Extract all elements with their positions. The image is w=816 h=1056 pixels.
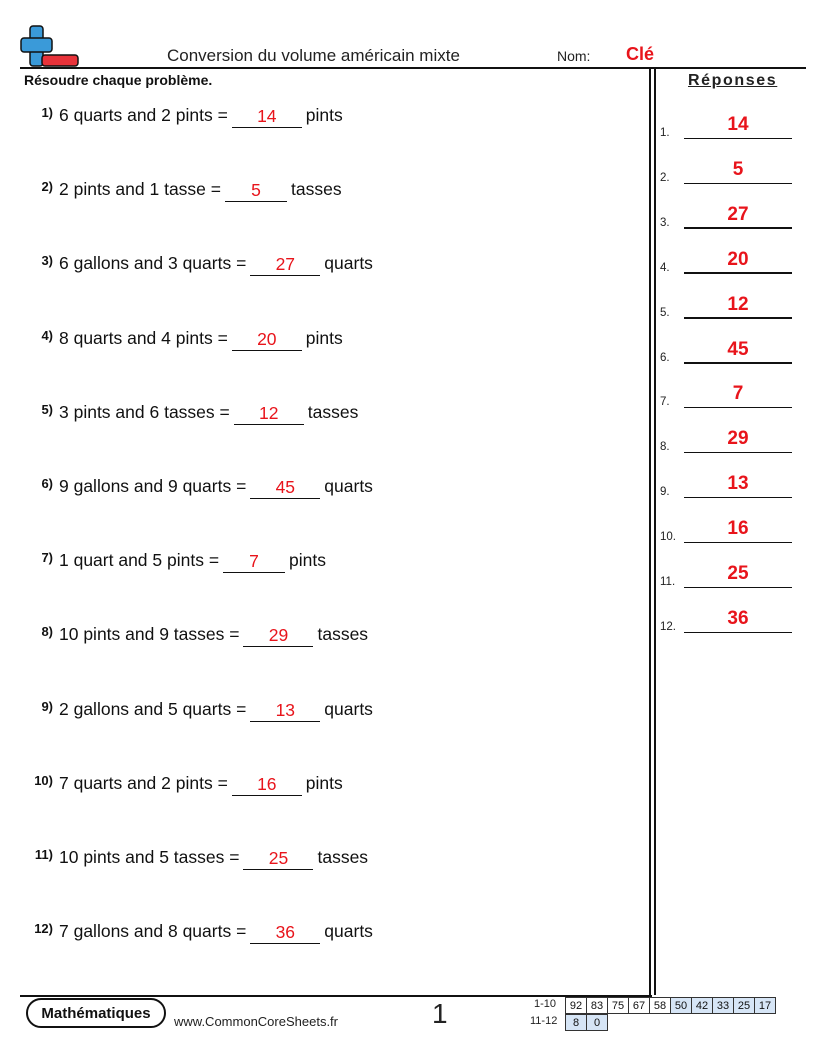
answer-key-item	[660, 111, 792, 139]
footer-divider	[20, 995, 652, 997]
answer-key-value: 5	[732, 158, 744, 180]
answer-key-line	[684, 452, 792, 453]
problem-number: 11)	[34, 847, 53, 862]
problem-unit: quarts	[324, 698, 373, 719]
answer-blank[interactable]: 27	[250, 252, 320, 276]
answer-key-number: 11.	[660, 576, 676, 588]
answer-blank[interactable]: 5	[225, 178, 287, 202]
score-cell: 8	[566, 1015, 587, 1031]
answer-key-line	[684, 587, 792, 588]
answer-blank[interactable]: 29	[243, 623, 313, 647]
answer-key-item	[660, 515, 792, 543]
score-cell: 83	[587, 998, 608, 1014]
problem-item	[24, 323, 343, 349]
score-cell: 25	[734, 998, 755, 1014]
answer-blank[interactable]: 20	[232, 327, 302, 351]
problem-question: 9 gallons and 9 quarts =	[59, 476, 247, 496]
answer-key-item	[660, 246, 792, 274]
problem-number: 5)	[41, 401, 53, 417]
problem-question: 2 pints and 1 tasse =	[59, 179, 221, 200]
problem-unit: pints	[289, 550, 327, 571]
answer-key-item	[660, 291, 792, 319]
answer-key-item	[660, 470, 792, 498]
answer-blank[interactable]: 7	[223, 549, 285, 573]
problem-number: 3)	[41, 253, 53, 269]
worksheet-title: Conversion du volume américain mixte	[167, 46, 460, 65]
answer-key-number: 7.	[660, 396, 670, 409]
answer-key-number: 1.	[660, 127, 670, 139]
score-cell: 58	[650, 998, 671, 1014]
score-cell: 17	[755, 998, 776, 1014]
score-row	[565, 997, 776, 1014]
answer-blank[interactable]: 13	[250, 698, 320, 722]
answer-key-value: 7	[732, 383, 744, 405]
answer-key-number: 3.	[660, 216, 670, 229]
answer-key-number: 10.	[660, 531, 676, 544]
score-cell: 75	[608, 998, 629, 1014]
answer-key-line	[684, 183, 792, 184]
answer-key-item	[660, 425, 792, 453]
problem-unit: tasses	[307, 401, 359, 422]
answer-blank[interactable]: 36	[250, 920, 320, 944]
problem-number: 9)	[41, 698, 53, 714]
problem-item	[24, 842, 368, 868]
problem-question: 3 pints and 6 tasses =	[59, 401, 230, 422]
problem-unit: tasses	[317, 624, 369, 645]
answer-key-number: 2.	[660, 171, 670, 184]
problem-number: 7)	[41, 550, 53, 566]
answer-key-line	[684, 407, 792, 408]
answer-key-value: 29	[727, 428, 749, 450]
answer-key-value: 25	[727, 563, 749, 584]
answer-key-line	[684, 138, 792, 139]
answer-key-number: 8.	[660, 441, 670, 454]
problem-item	[24, 619, 368, 645]
answer-key-value: 27	[727, 203, 749, 225]
answer-key-line	[684, 497, 792, 498]
score-row	[565, 1014, 608, 1031]
answer-key-number: 5.	[660, 306, 670, 319]
score-cell: 0	[587, 1015, 608, 1031]
answer-key-line	[684, 362, 792, 363]
answer-key-value: 45	[727, 338, 749, 360]
answer-key-item	[660, 605, 792, 633]
answer-key-item	[660, 560, 792, 588]
problem-item	[24, 100, 343, 126]
score-cell: 50	[671, 998, 692, 1014]
subject-badge: Mathématiques	[26, 998, 166, 1028]
problem-question: 10 pints and 5 tasses =	[59, 847, 240, 867]
answer-key-value: 14	[727, 114, 749, 135]
answer-key-number: 12.	[660, 620, 676, 633]
problem-item	[24, 916, 373, 942]
name-value: Clé	[626, 44, 655, 64]
problem-question: 6 gallons and 3 quarts =	[59, 253, 247, 274]
problem-question: 7 quarts and 2 pints =	[59, 772, 228, 793]
answer-key-line	[684, 227, 792, 228]
plus-minus-logo-icon	[20, 24, 80, 68]
answer-key-number: 6.	[660, 351, 670, 364]
problem-question: 2 gallons and 5 quarts =	[59, 698, 247, 719]
problem-number: 1)	[41, 105, 53, 120]
answer-blank[interactable]: 45	[250, 475, 320, 499]
answer-key-number: 9.	[660, 486, 670, 499]
header-divider	[20, 67, 806, 69]
answer-key-value: 16	[727, 518, 749, 540]
score-row-label: 1-10	[534, 998, 557, 1010]
problem-number: 12)	[34, 921, 53, 937]
answer-key-line	[684, 317, 792, 318]
problem-question: 6 quarts and 2 pints =	[59, 105, 228, 125]
answer-blank[interactable]: 16	[232, 772, 302, 796]
answers-header: Réponses	[688, 72, 778, 89]
column-divider	[649, 69, 651, 995]
column-divider	[654, 69, 656, 995]
website-link[interactable]: www.CommonCoreSheets.fr	[174, 1014, 338, 1029]
problem-item	[24, 174, 342, 200]
problem-unit: pints	[305, 772, 343, 793]
answer-key-value: 36	[727, 607, 749, 629]
problem-unit: tasses	[317, 847, 369, 867]
problem-unit: pints	[305, 105, 343, 125]
problem-unit: quarts	[324, 921, 373, 942]
problem-item	[24, 694, 373, 720]
problem-number: 10)	[34, 772, 53, 788]
score-cell: 67	[629, 998, 650, 1014]
answer-key-number: 4.	[660, 261, 670, 274]
problem-unit: tasses	[291, 179, 342, 200]
instructions: Résoudre chaque problème.	[24, 72, 213, 88]
score-row-label: 11-12	[530, 1015, 558, 1027]
problem-number: 2)	[41, 179, 53, 195]
problem-number: 4)	[41, 327, 53, 343]
answer-key-item	[660, 380, 792, 408]
score-cell: 42	[692, 998, 713, 1014]
problem-question: 7 gallons and 8 quarts =	[59, 921, 247, 942]
score-cell: 92	[566, 998, 587, 1014]
problem-item	[24, 545, 326, 571]
answer-key-value: 20	[727, 248, 749, 270]
problem-unit: quarts	[324, 253, 373, 274]
problem-item	[24, 397, 358, 423]
answer-key-value: 13	[727, 473, 749, 495]
problem-question: 8 quarts and 4 pints =	[59, 327, 228, 348]
answer-blank[interactable]: 14	[232, 104, 302, 128]
problem-question: 1 quart and 5 pints =	[59, 550, 220, 571]
problem-question: 10 pints and 9 tasses =	[59, 624, 240, 645]
problem-item	[24, 768, 343, 794]
score-cell: 33	[713, 998, 734, 1014]
problem-unit: pints	[305, 327, 343, 348]
answer-key-line	[684, 272, 792, 273]
problem-number: 8)	[41, 624, 53, 640]
problem-unit: quarts	[324, 476, 373, 496]
answer-key-value: 12	[727, 293, 749, 315]
problem-item	[24, 471, 373, 497]
answer-blank[interactable]: 25	[243, 846, 313, 870]
answer-key-item	[660, 336, 792, 364]
name-label: Nom:	[557, 48, 591, 64]
problem-item	[24, 248, 373, 274]
problem-number: 6)	[41, 476, 53, 491]
answer-key-line	[684, 632, 792, 633]
answer-key-line	[684, 542, 792, 543]
page-number: 1	[432, 998, 448, 1029]
answer-key-item	[660, 156, 792, 184]
answer-key-item	[660, 201, 792, 229]
answer-blank[interactable]: 12	[234, 401, 304, 425]
